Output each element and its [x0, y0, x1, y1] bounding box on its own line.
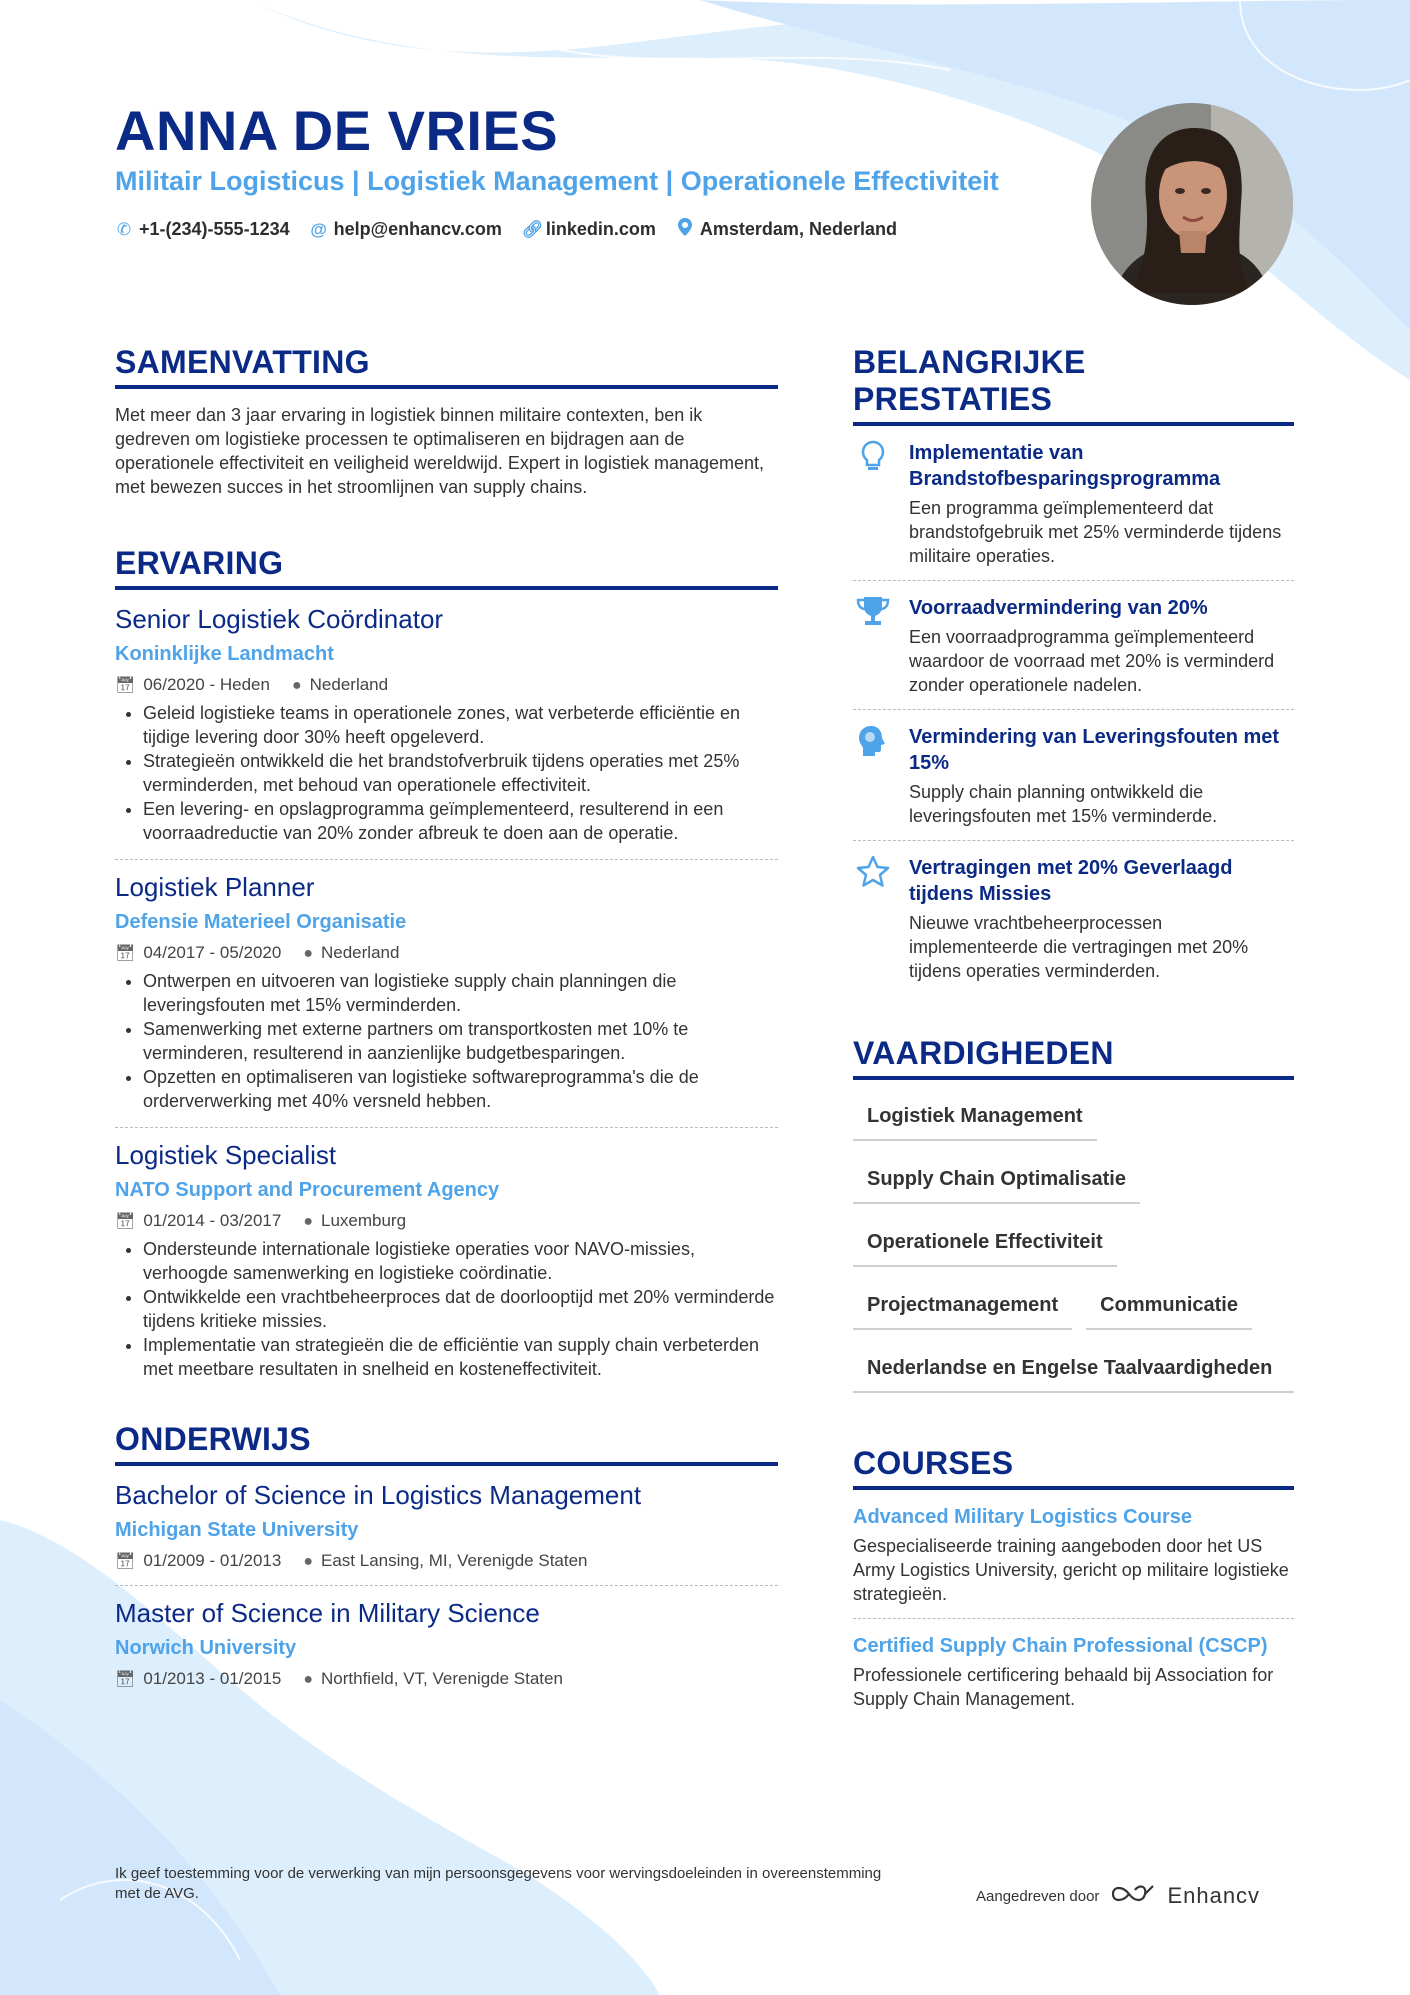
contact-linkedin[interactable] [522, 218, 656, 241]
course-desc: Professionele certificering behaald bij Association for Supply Chain Management. [853, 1665, 1274, 1709]
divider [115, 1127, 778, 1128]
at-icon: @ [310, 219, 327, 239]
achievement-title: Voorraadvermindering van 20% [909, 597, 1208, 619]
enhancv-brand: Enhancv [1167, 1883, 1261, 1908]
achievement-item [853, 855, 1294, 983]
location-icon: ● [303, 1553, 313, 1570]
calendar-icon: 📅︎ [115, 1213, 136, 1230]
contact-location [676, 218, 897, 241]
experience-heading: ERVARING [115, 545, 778, 590]
education-meta [115, 1669, 778, 1689]
course-desc: Gespecialiseerde training aangeboden door het US Army Logistics University, gericht op militaire logistieke strategieën. [853, 1536, 1289, 1604]
skill-tag: Supply Chain Optimalisatie [853, 1157, 1140, 1204]
summary-heading: SAMENVATTING [115, 344, 778, 389]
education-location: Northfield, VT, Verenigde Staten [321, 1669, 563, 1688]
location-icon [676, 218, 694, 241]
job-title: Logistiek Planner [115, 872, 315, 902]
left-column [115, 344, 778, 1689]
trophy-icon [853, 595, 893, 697]
job-location: Nederland [309, 675, 389, 694]
course-item [853, 1633, 1294, 1711]
summary-text: Met meer dan 3 jaar ervaring in logistiek binnen militaire contexten, ben ik gedreven om logistieke processen te optimaliseren en bijdragen aan de operationele effectiviteit en veiligheid wereldwijd. Expert in logistiek management, met bewezen succes in het stroomlijnen van supply chains. [115, 405, 765, 497]
divider [853, 709, 1294, 710]
calendar-icon: 📅︎ [115, 945, 136, 962]
divider [853, 1618, 1294, 1619]
achievement-title: Implementatie van Brandstofbesparingsprogramma [909, 442, 1221, 490]
courses-heading: COURSES [853, 1445, 1294, 1490]
experience-entry [115, 872, 778, 1113]
bullet: • Ontwikkelde een vrachtbeheerproces dat de doorlooptijd met 20% verminderde tijdens kritieke missies. [143, 1285, 778, 1333]
course-title: Advanced Military Logistics Course [853, 1506, 1192, 1528]
company-name: Defensie Materieel Organisatie [115, 911, 407, 933]
job-title: Senior Logistiek Coördinator [115, 604, 444, 634]
achievement-title: Vertragingen met 20% Geverlaagd tijdens Missies [909, 857, 1233, 905]
bullet: • Samenwerking met externe partners om transportkosten met 10% te verminderen, resulterend in aanzienlijke budgetbesparingen. [143, 1017, 778, 1065]
job-bullets [115, 1237, 778, 1381]
bullet: • Opzetten en optimaliseren van logistieke softwareprogramma's die de orderverwerking met 40% versneld hebben. [143, 1065, 778, 1113]
job-title: Logistiek Specialist [115, 1140, 337, 1170]
star-icon [853, 855, 893, 983]
divider [853, 580, 1294, 581]
achievement-item [853, 724, 1294, 828]
skills-heading: VAARDIGHEDEN [853, 1035, 1294, 1080]
bullet: • Strategieën ontwikkeld die het brandstofverbruik tijdens operaties met 25% verminderden, met behoud van operationele effectiviteit. [143, 749, 778, 797]
education-dates: 01/2009 - 01/2013 [143, 1551, 282, 1570]
location-icon: ● [303, 1671, 313, 1688]
lightbulb-icon [853, 440, 893, 568]
job-meta [115, 943, 778, 963]
calendar-icon: 📅︎ [115, 1553, 136, 1570]
location-icon: ● [303, 1213, 313, 1230]
school-name: Michigan State University [115, 1519, 359, 1541]
course-title: Certified Supply Chain Professional (CSCP) [853, 1635, 1268, 1657]
education-entry [115, 1480, 778, 1571]
experience-entry [115, 1140, 778, 1381]
skill-tag: Projectmanagement [853, 1283, 1072, 1330]
calendar-icon: 📅︎ [115, 677, 136, 694]
education-heading: ONDERWIJS [115, 1421, 778, 1466]
powered-by[interactable] [976, 1882, 1260, 1910]
phone-icon: ✆ [116, 219, 132, 239]
powered-by-label: Aangedreven door [976, 1887, 1100, 1905]
location-text: Amsterdam, Nederland [699, 219, 897, 239]
achievement-desc: Nieuwe vrachtbeheerprocessen implementeerde die vertragingen met 20% tijdens operaties verminderden. [909, 913, 1249, 981]
skill-tag: Communicatie [1086, 1283, 1252, 1330]
link-icon: 🔗︎ [521, 219, 544, 239]
achievement-item [853, 595, 1294, 697]
job-meta [115, 675, 778, 695]
candidate-headline: Militair Logisticus | Logistiek Management | Operationele Effectiviteit [115, 166, 999, 196]
linkedin-text: linkedin.com [545, 219, 656, 239]
bullet: • Ondersteunde internationale logistieke operaties voor NAVO-missies, verhoogde samenwerking en logistieke coördinatie. [143, 1237, 778, 1285]
job-dates: 04/2017 - 05/2020 [143, 943, 282, 962]
school-name: Norwich University [115, 1637, 297, 1659]
divider [115, 1585, 778, 1586]
skills-list [853, 1094, 1294, 1409]
job-meta [115, 1211, 778, 1231]
experience-entry [115, 604, 778, 845]
achievement-desc: Supply chain planning ontwikkeld die leveringsfouten met 15% verminderde. [909, 782, 1218, 826]
degree-title: Master of Science in Military Science [115, 1598, 540, 1628]
achievement-item [853, 440, 1294, 568]
education-meta [115, 1551, 778, 1571]
degree-title: Bachelor of Science in Logistics Management [115, 1480, 642, 1510]
achievement-desc: Een programma geïmplementeerd dat brandstofgebruik met 25% verminderde tijdens militaire operaties. [909, 498, 1282, 566]
phone-text: +1-(234)-555-1234 [139, 219, 290, 239]
job-bullets [115, 701, 778, 845]
profile-photo [1091, 103, 1293, 305]
course-item [853, 1504, 1294, 1606]
achievement-desc: Een voorraadprogramma geïmplementeerd waardoor de voorraad met 20% is verminderd zonder operationele nadelen. [909, 627, 1275, 695]
candidate-name: ANNA DE VRIES [115, 99, 559, 162]
bullet: • Een levering- en opslagprogramma geïmplementeerd, resulterend in een voorraadreductie van 20% zonder afbreuk te doen aan de operatie. [143, 797, 778, 845]
location-icon: ● [303, 945, 313, 962]
job-bullets [115, 969, 778, 1113]
contact-email[interactable] [310, 218, 502, 241]
skill-tag: Logistiek Management [853, 1094, 1097, 1141]
skill-tag: Operationele Effectiviteit [853, 1220, 1117, 1267]
bullet: • Geleid logistieke teams in operationele zones, wat verbeterde efficiëntie en tijdige levering door 30% heeft opgeleverd. [143, 701, 778, 749]
right-column [853, 344, 1294, 1711]
gdpr-consent: Ik geef toestemming voor de verwerking van mijn persoonsgegevens voor wervingsdoeleinden in overeenstemming met de AVG. [115, 1865, 882, 1902]
achievement-title: Vermindering van Leveringsfouten met 15% [909, 726, 1280, 774]
achievements-heading: BELANGRIJKE PRESTATIES [853, 344, 1294, 426]
job-location: Nederland [321, 943, 400, 962]
contact-bar [115, 218, 897, 241]
education-dates: 01/2013 - 01/2015 [143, 1669, 282, 1688]
location-icon: ● [291, 677, 302, 694]
bullet: • Ontwerpen en uitvoeren van logistieke supply chain planningen die leveringsfouten met 15% verminderden. [143, 969, 778, 1017]
divider [115, 859, 778, 860]
head-brain-icon [853, 724, 893, 828]
bullet: • Implementatie van strategieën die de efficiëntie van supply chain verbeterden met meetbare resultaten in snelheid en kosteneffectiviteit. [143, 1333, 778, 1381]
contact-phone[interactable] [115, 218, 290, 241]
skill-tag: Nederlandse en Engelse Taalvaardigheden [853, 1346, 1294, 1393]
job-dates: 06/2020 - Heden [143, 675, 270, 694]
education-location: East Lansing, MI, Verenigde Staten [321, 1551, 588, 1570]
calendar-icon: 📅︎ [115, 1671, 136, 1688]
company-name: Koninklijke Landmacht [115, 643, 334, 665]
job-location: Luxemburg [321, 1211, 407, 1230]
company-name: NATO Support and Procurement Agency [115, 1179, 500, 1201]
enhancv-logo-icon [1109, 1882, 1157, 1910]
job-dates: 01/2014 - 03/2017 [143, 1211, 282, 1230]
education-entry [115, 1598, 778, 1689]
email-text: help@enhancv.com [333, 219, 502, 239]
divider [853, 840, 1294, 841]
